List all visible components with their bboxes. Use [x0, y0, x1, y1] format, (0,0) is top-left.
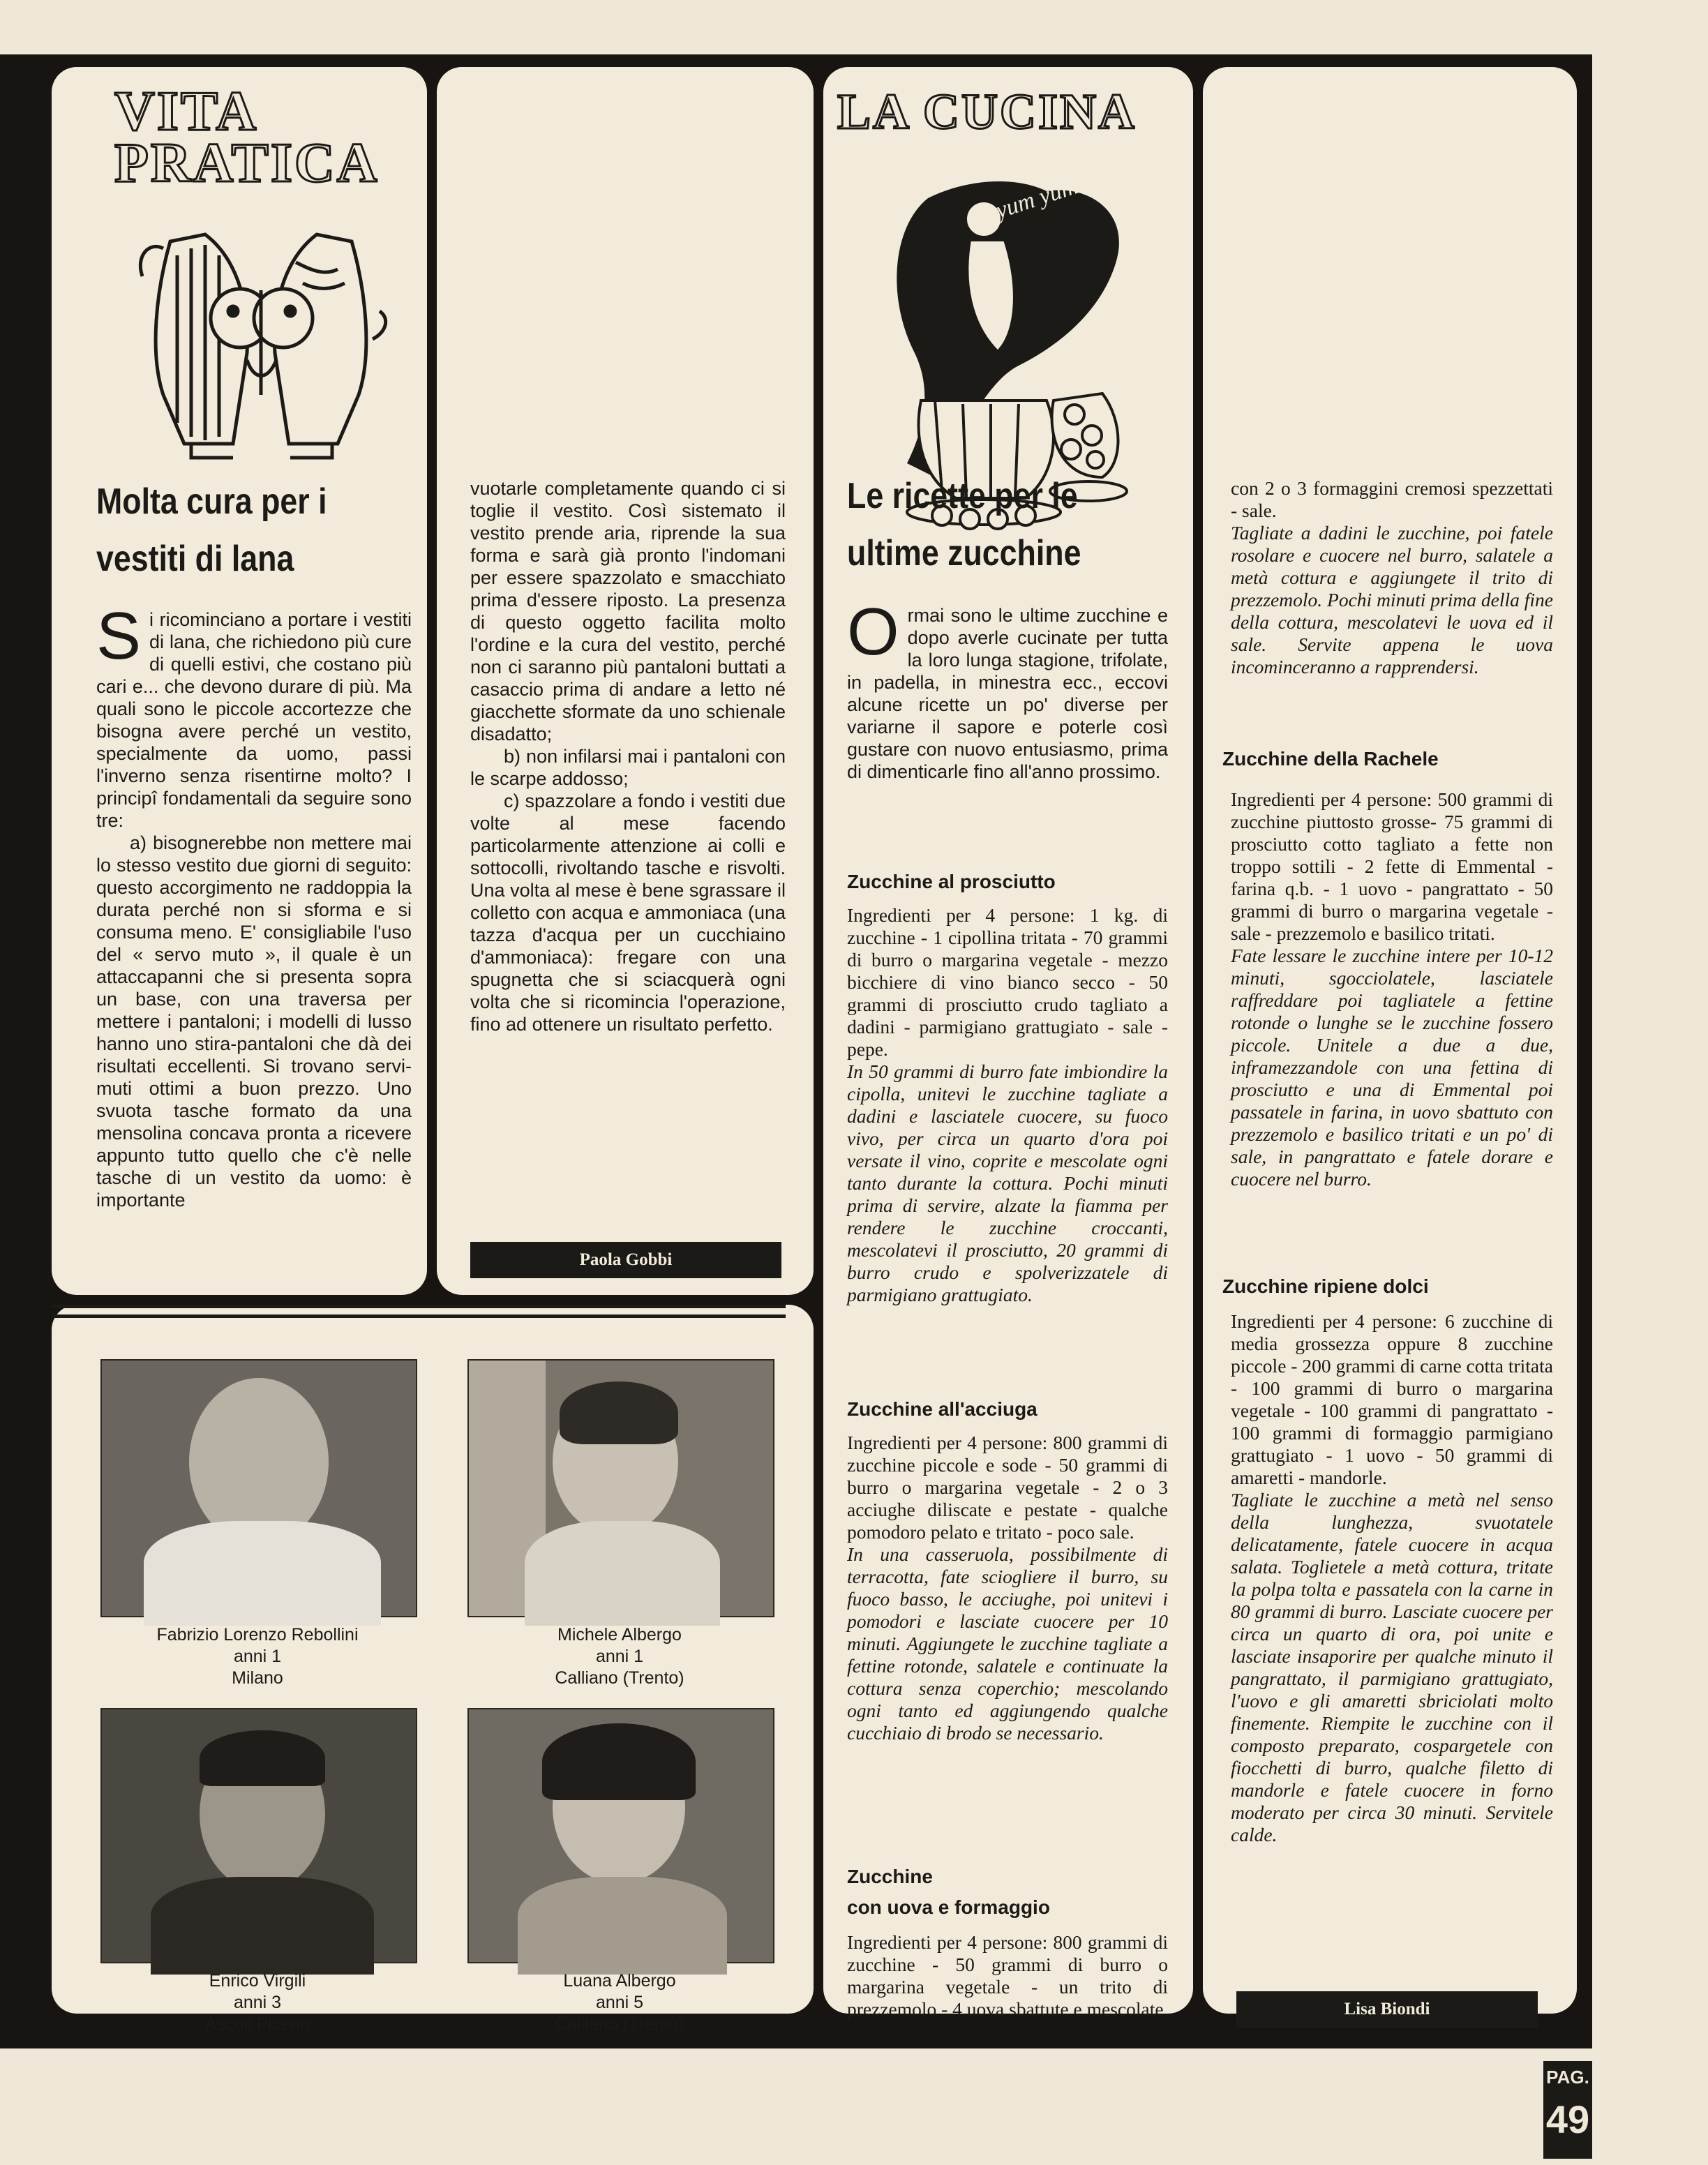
caption-name: Fabrizio Lorenzo Rebollini: [156, 1625, 359, 1645]
photos-top-rule-1: [52, 1305, 786, 1308]
recipe-uova-continued: [1231, 477, 1553, 678]
caption-age: anni 5: [595, 1993, 644, 2012]
r5-ingredients: Ingredienti per 4 persone: 6 zucchine di media grossezza oppure 8 zucchine piccole - 200 grammi di carne cotta tritata - 100 grammi di burro o margarina vegetale - 100 grammi di pangrattato - 100 grammi di formaggio parmigiano grattugiato - 1 uovo - 50 grammi di amaretti - mandorle.: [1231, 1310, 1553, 1488]
cucina-section-title: LA CUCINA: [837, 84, 1137, 140]
photo-fabrizio: [100, 1359, 417, 1617]
r2-ingredients: Ingredienti per 4 persone: 800 grammi di zucchine piccole e sode - 50 grammi di burro o margarina vegetale - 2 o 3 acciughe diliscate e pestate - qualche pomodoro pelato e tritato - poco sale.: [847, 1432, 1168, 1543]
dropcap-o: O: [847, 594, 899, 669]
caption-michele: [460, 1624, 779, 1689]
recipe-title-acciuga: Zucchine all'acciuga: [847, 1398, 1037, 1420]
headline-line1: Molta cura per i: [96, 481, 327, 522]
cucina-intro: [847, 594, 1168, 783]
photos-top-rule-2: [52, 1314, 786, 1318]
photo-michele: [467, 1359, 774, 1617]
headline-line2: vestiti di lana: [96, 539, 294, 579]
caption-city: Calliano (Trento): [555, 1668, 684, 1688]
r1-ingredients: Ingredienti per 4 persone: 1 kg. di zucchine - 1 cipollina tritata - 70 grammi di burro o margarina vegetale - mezzo bicchiere di vino bianco secco - 50 grammi di prosciutto crudo tagliato a dadini - parmigiano grattugiato - sale - pepe.: [847, 904, 1168, 1060]
col1-paragraph-1: i ricominciano a portare i vestiti di lana, che richiedono più cure di quelli estivi, che costano più cari e... che devono durare di più. Ma quali sono le piccole accortezze che bisogna avere perché un vestito, specialmente da uomo, passi l'inverno senza risentirne molto? I principî fondamentali da seguire sono tre:: [96, 609, 412, 831]
section-title-line2: PRATICA: [114, 133, 380, 194]
caption-city: Milano: [232, 1668, 283, 1688]
caption-age: anni 3: [233, 1993, 282, 2012]
page-label: PAG.: [1546, 2067, 1589, 2088]
col2-paragraph-3: c) spazzolare a fondo i vestiti due volte al mese facendo particolarmente attenzione ai colli e sottocolli, rivoltando tasche e risvolti. Una volta al mese è bene sgrassare il colletto con acqua e ammoniaca (una tazza d'acqua per un cucchiaino d'ammoniaca): fregare con una spugnetta che si sciacquerà ogni volta che si ricomincia l'operazione, fino ad ottenere un risultato perfetto.: [470, 791, 786, 1035]
vita-pratica-illustration: [128, 213, 394, 465]
section-title-line1: VITA: [114, 81, 259, 142]
page-number: 49: [1545, 2097, 1590, 2141]
r4-method: Fate lessare le zucchine intere per 10-12 minuti, sgocciolatele, lasciatele raffreddare poi tagliatele a fettine rotonde o lunghe se le zucchine fossero piccole. Unitele a due a due, inframezzandole con una fettina di prosciutto e una di Emmental poi passatele in farina, in uovo sbattuto con prezzemolo e basilico tritati e un po' di sale, in pangrattato e fatele dorare e cuocere nel burro.: [1231, 945, 1553, 1190]
r4-ingredients: Ingredienti per 4 persone: 500 grammi di zucchine piuttosto grosse- 75 grammi di prosciutto cotto tagliato a fette non troppo sottili - 2 fette di Emmental - farina q.b. - 1 uovo - pangrattato - 50 grammi di burro o margarina vegetale - sale - prezzemolo e basilico tritati.: [1231, 788, 1553, 944]
caption-fabrizio: [93, 1624, 421, 1689]
vita-pratica-col1-text: [96, 599, 412, 1211]
r3-method: Tagliate a dadini le zucchine, poi fatele rosolare e cuocere nel burro, salatele a metà cottura e aggiungete il trito di prezzemolo. Pochi minuti prima della fine della cottura, mescolatevi le uova ed il sale. Servite appena le uova incominceranno a rapprendersi.: [1231, 522, 1553, 677]
signature-lisa-biondi: Lisa Biondi: [1236, 1991, 1538, 2028]
cucina-col1-panel: [823, 67, 1193, 2020]
page-number-box: [1543, 2061, 1592, 2159]
r3-ingredients: Ingredienti per 4 persone: 800 grammi di zucchine - 50 grammi di burro o margarina vegetale - un trito di prezzemolo - 4 uova sbattute e mescolate: [847, 1931, 1168, 2020]
recipe-title-uova-line2: con uova e formaggio: [847, 1896, 1050, 1918]
headline-line1: Le ricette per le: [847, 476, 1078, 516]
recipe-prosciutto: [847, 904, 1168, 1306]
caption-luana: [460, 1970, 779, 2035]
r5-method: Tagliate le zucchine a metà nel senso della lunghezza, svuotatele delicatamente, fatele cuocere in acqua salata. Toglietele a metà cottura, tritate la polpa tolta e passatela con la carne in 80 grammi di burro. Lasciate cuocere per circa un quarto di ora, poi unite e lasciate insaporire per qualche minuto il pangrattato, il parmigiano grattugiato, l'uovo e gli amaretti sbriciolati molto finemente. Riempite le zucchine con il composto preparato, cospargetele con fiocchetti di burro, qualche filetto di mandorle e fatele cuocere in forno moderato per circa 30 minuti. Servitele calde.: [1231, 1489, 1553, 1845]
caption-name: Luana Albergo: [563, 1971, 676, 1991]
illustration-text: yum yum: [992, 173, 1081, 224]
recipe-title-prosciutto: Zucchine al prosciutto: [847, 871, 1056, 892]
cucina-headline: [847, 467, 1175, 582]
photo-enrico: [100, 1708, 417, 1963]
recipe-ripiene: [1231, 1310, 1553, 1846]
caption-name: Enrico Virgili: [209, 1971, 306, 1991]
cucina-col2-panel: [1203, 67, 1577, 2018]
caption-city: Ascoli Piceno: [204, 2014, 310, 2034]
recipe-title-rachele: Zucchine della Rachele: [1222, 748, 1439, 770]
vita-pratica-col1-panel: [52, 67, 427, 1295]
recipe-uova: [847, 1931, 1168, 2021]
intro-text: rmai sono le ultime zucchine e dopo averle cucinate per tutta la loro lunga stagione, trifolate, in padella, in minestra ecc., eccovi alcune ricette un po' diverse per variarne il sapore e poterle così gustare con nuovo entusiasmo, prima di dimenticarle fino all'anno prossimo.: [847, 605, 1168, 782]
caption-enrico: [93, 1970, 421, 2035]
r1-method: In 50 grammi di burro fate imbiondire la cipolla, unitevi le zucchine tagliate a dadini e lasciatele cuocere, su fuoco vivo, per circa un quarto d'ora poi versate il vino, coprite e mescolate ogni tanto durante la cottura. Pochi minuti prima di servire, alzate la fiamma per rendere le zucchine croccanti, mescolatevi il prosciutto, 20 grammi di burro crudo e spolverizzatele di parmigiano grattugiato.: [847, 1061, 1168, 1305]
headline-line2: ultime zucchine: [847, 533, 1081, 574]
col2-paragraph-2: b) non infilarsi mai i pantaloni con le scarpe addosso;: [470, 746, 786, 789]
caption-name: Michele Albergo: [557, 1625, 682, 1645]
recipe-rachele: [1231, 788, 1553, 1190]
signature-paola-gobbi: Paola Gobbi: [470, 1242, 781, 1278]
caption-city: Calliano (Trento): [555, 2014, 684, 2034]
dropcap-s: S: [96, 599, 142, 673]
photo-luana: [467, 1708, 774, 1963]
recipe-title-ripiene: Zucchine ripiene dolci: [1222, 1275, 1429, 1297]
caption-age: anni 1: [233, 1647, 282, 1666]
photos-panel: [52, 1305, 814, 2034]
recipe-acciuga: [847, 1432, 1168, 1744]
col2-paragraph-1: vuotarle completamente quando ci si toglie il vestito. Così sistemato il vestito prende aria, riprende la sua forma e sarà già pronto l'indomani per essere spazzolato e smacchiato prima d'essere riposto. La presenza di questo oggetto facilita molto l'ordine e la cura del vestito, perché non ci saranno più pantaloni buttati a casaccio prima di andare a letto né giacchette sformate da uno schienale disadatto;: [470, 478, 786, 744]
r3-cont-ingredients: con 2 o 3 formaggini cremosi spezzettati - sale.: [1231, 477, 1553, 521]
vita-pratica-col2-text: [470, 477, 786, 1035]
recipe-title-uova-line1: Zucchine: [847, 1866, 933, 1887]
vita-pratica-col2-panel: [437, 67, 814, 1295]
caption-age: anni 1: [595, 1647, 644, 1666]
vita-pratica-section-title: [114, 81, 421, 194]
col1-paragraph-2: a) bisognerebbe non mettere mai lo stesso vestito due giorni di seguito: questo accorgimento ne raddoppia la durata perché non si sforma e si consuma meno. E' consigliabile l'uso del « servo muto », il quale è un attaccapanni che si presenta sopra un base, con una traversa per mettere i pantaloni; i modelli di lusso hanno uno stira-pantaloni che dà dei risultati eccellenti. Si trovano servi-muti ottimi a buon prezzo. Uno svuota tasche formato da una mensolina concava pronta a ricevere appunto tutto quello che c'è nelle tasche di un vestito da uomo: è importante: [96, 832, 412, 1211]
r2-method: In una casseruola, possibilmente di terracotta, fate sciogliere il burro, su fuoco basso, le acciughe, poi unitevi i pomodori e lasciate cuocere per 10 minuti. Aggiungete le zucchine tagliate a fettine rotonde, salatele e continuate la cottura senza coperchio; mescolando ogni tanto ed aggiungendo qualche cucchiaio di brodo se necessario.: [847, 1543, 1168, 1744]
vita-pratica-headline: [96, 473, 417, 587]
